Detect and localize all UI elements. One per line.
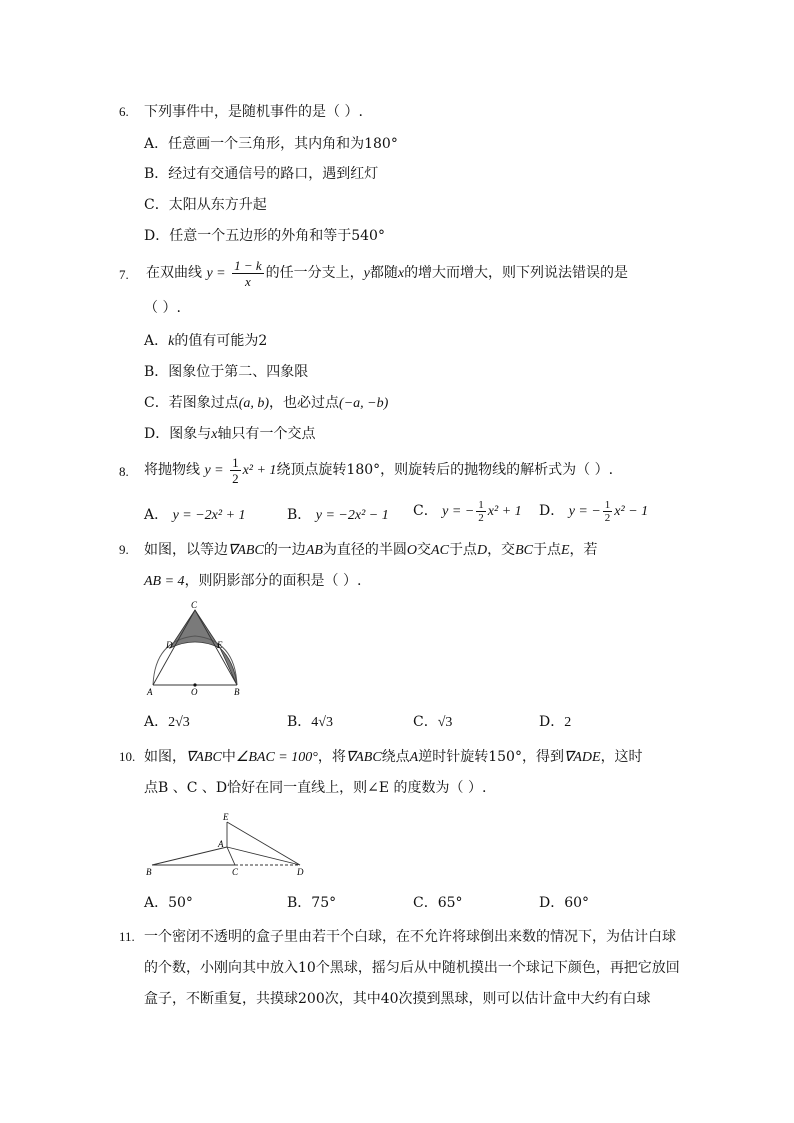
question-8-option-b [287, 504, 389, 524]
q8-c-frac-num: 1 [478, 498, 484, 511]
q8-b-label: B． [287, 507, 312, 523]
q9-label-b: B [234, 687, 240, 697]
q8-c-label: C． [413, 503, 438, 519]
question-9-option-a [144, 711, 190, 731]
q9-ac: AC [431, 543, 449, 558]
q10-tri2: ∇ABC [345, 750, 382, 765]
q8-c-pre: y = − [442, 504, 475, 519]
q8-c-frac-den: 2 [478, 511, 484, 524]
q7-text-3: 都随 [369, 265, 398, 281]
question-7-option-b: B．图象位于第二、四象限 [144, 364, 309, 380]
q10-label-b: B [146, 867, 152, 877]
q7-text-1: 在双曲线 [146, 265, 202, 281]
q7-d-x: x [211, 427, 218, 442]
question-7-option-a [144, 332, 267, 351]
q9-ab-eq: AB = 4 [144, 574, 185, 589]
question-6-option-d: D．任意一个五边形的外角和等于540° [144, 228, 385, 244]
question-6-option-b: B．经过有交通信号的路口，遇到红灯 [144, 166, 379, 182]
q7-var-y: y [363, 266, 370, 281]
q9-b-label: B． [287, 714, 312, 730]
question-6-option-a: A．任意画一个三角形，其内角和为180° [144, 136, 398, 152]
question-10-option-d: D．60° [539, 895, 590, 911]
q9-a-label: A． [144, 714, 169, 730]
q9-shaded-top [170, 610, 220, 648]
q10-seg-ac [227, 847, 235, 865]
q9-side-bc [195, 610, 237, 685]
question-8-option-a [144, 504, 246, 524]
q8-d-label: D． [539, 503, 565, 519]
q7-fraction [232, 258, 264, 289]
q10-label-c: C [232, 867, 239, 877]
q9-t4: 交 [417, 542, 432, 558]
q9-b-val: 4√3 [311, 715, 333, 730]
q10-tri1: ∇ABC [186, 750, 222, 765]
question-8-number: 8. [119, 464, 129, 479]
q10-tri3: ∇ADE [563, 750, 601, 765]
question-7-number: 7. [119, 267, 129, 282]
q8-a-label: A． [144, 507, 169, 523]
q8-text-1: 将抛物线 [144, 462, 200, 478]
q9-d-val: 2 [564, 715, 572, 730]
q7-c-point-2: (−a, −b) [339, 396, 389, 411]
q7-c-text-2: ，也必过点 [269, 395, 340, 411]
q7-text-2: 的任一分支上， [265, 265, 364, 281]
question-9-option-b [287, 711, 333, 731]
q10-seg-ad [227, 847, 300, 865]
q9-a-val: 2√3 [168, 715, 190, 730]
q9-t1: 如图，以等边 [144, 542, 228, 558]
q9-label-o: O [191, 687, 198, 697]
q10-t5: 逆时针旋转150°，得到 [418, 749, 564, 765]
q7-y-eq: y = [206, 266, 226, 281]
q7-frac-numerator: 1 − k [234, 257, 262, 273]
q7-a-k: k [168, 334, 175, 349]
q10-t4: 绕点 [381, 749, 410, 765]
question-10-stem-line1 [144, 748, 643, 767]
question-11-line2: 的个数，小刚向其中放入10个黑球，摇匀后从中随机摸出一个球记下颜色，再把它放回 [144, 960, 680, 976]
q9-d: D [476, 543, 488, 558]
q7-c-text-1: C．若图象过点 [144, 395, 239, 411]
q9-ab: AB [305, 543, 323, 558]
q8-frac-denominator: 2 [232, 470, 239, 486]
q9-o: O [406, 543, 418, 558]
question-10-option-c: C．65° [413, 895, 463, 911]
q10-seg-ba [152, 847, 227, 865]
question-6-number: 6. [119, 104, 129, 119]
q9-c-label: C． [413, 714, 438, 730]
question-7-stem-line2: （ ）. [144, 300, 181, 316]
q8-c-post: x² + 1 [487, 504, 522, 519]
question-10-option-a: A．50° [144, 895, 193, 911]
question-8-option-c [413, 493, 522, 530]
q9-t3: 为直径的半圆 [322, 542, 407, 558]
q7-d-text-2: 轴只有一个交点 [217, 426, 316, 442]
q9-label-e: E [217, 640, 223, 650]
q7-text-4: 的增大而增大，则下列说法错误的是 [404, 265, 629, 281]
q7-frac-denominator: x [244, 273, 251, 289]
q7-a-label: A． [144, 333, 169, 349]
q8-a-expr: y = −2x² + 1 [172, 508, 246, 523]
q10-t3: ，将 [317, 749, 346, 765]
q8-rest: x² + 1 [242, 463, 277, 478]
question-7-option-d [144, 425, 315, 444]
question-11-number: 11. [119, 929, 135, 944]
q9-c-val: √3 [437, 715, 453, 730]
q10-seg-ed [227, 822, 300, 865]
q9-t8: ，若 [569, 542, 598, 558]
question-9-stem-line2 [144, 572, 361, 591]
q8-frac-numerator: 1 [232, 454, 239, 470]
question-9-stem-line1 [144, 541, 598, 560]
q9-label-a: A [147, 687, 153, 697]
q8-b-expr: y = −2x² − 1 [315, 508, 389, 523]
question-10-number: 10. [119, 749, 136, 764]
q7-c-point-1: (a, b) [238, 396, 270, 411]
q10-label-d: D [297, 867, 304, 877]
q10-figure [140, 810, 315, 880]
question-8-option-d [539, 493, 648, 530]
q9-e: E [560, 543, 570, 558]
question-8-stem [144, 452, 613, 489]
q7-d-text-1: D．图象与 [144, 426, 212, 442]
q10-t6: ，这时 [600, 749, 643, 765]
q9-side-ac [153, 610, 195, 685]
q10-label-a: A [218, 839, 224, 849]
q9-figure [140, 598, 250, 698]
question-10-option-b: B．75° [287, 895, 337, 911]
q8-d-frac-num: 1 [604, 498, 611, 511]
q10-t2: 中 [221, 749, 236, 765]
question-7-stem [146, 255, 628, 292]
q9-t2: 的一边 [263, 542, 306, 558]
q8-c-fraction [476, 499, 486, 524]
q8-d-frac-den: 2 [604, 511, 611, 524]
q10-angle: ∠BAC = 100° [235, 750, 318, 765]
q8-y-eq: y = [204, 463, 224, 478]
q9-label-c: C [191, 600, 198, 610]
question-9-option-c [413, 711, 452, 731]
q9-t9: ，则阴影部分的面积是（ ）. [184, 573, 362, 589]
q8-text-2: 绕顶点旋转180°，则旋转后的抛物线的解析式为（ ）. [276, 462, 614, 478]
q8-d-fraction [603, 499, 613, 524]
question-11-line3: 盒子，不断重复，共摸球200次，其中40次摸到黑球，则可以估计盒中大约有白球 [144, 991, 651, 1007]
question-11-line1: 一个密闭不透明的盒子里由若干个白球，在不允许将球倒出来数的情况下，为估计白球 [144, 929, 676, 945]
q8-d-post: x² − 1 [614, 504, 649, 519]
question-9-option-d [539, 711, 571, 731]
q10-t1: 如图， [144, 749, 186, 765]
question-6-stem: 下列事件中，是随机事件的是（ ）. [144, 104, 363, 120]
q10-a: A [409, 750, 419, 765]
q9-bc: BC [515, 543, 533, 558]
question-7-option-c [144, 394, 388, 413]
q9-t7: 于点 [532, 542, 561, 558]
q9-t6: ，交 [487, 542, 516, 558]
question-6-option-c: C．太阳从东方升起 [144, 197, 267, 213]
q8-fraction [230, 455, 241, 486]
question-10-stem-line2: 点B 、C 、D恰好在同一直线上，则∠E 的度数为（ ）. [144, 780, 487, 796]
q9-t5: 于点 [448, 542, 477, 558]
question-9-number: 9. [119, 542, 129, 557]
q7-a-text: 的值有可能为2 [174, 333, 268, 349]
q8-d-pre: y = − [568, 504, 601, 519]
q10-label-e: E [223, 812, 229, 822]
q9-d-label: D． [539, 714, 565, 730]
q7-var-x: x [397, 266, 405, 281]
q9-triangle: ∇ABC [228, 543, 264, 558]
q9-label-d: D [166, 640, 173, 650]
